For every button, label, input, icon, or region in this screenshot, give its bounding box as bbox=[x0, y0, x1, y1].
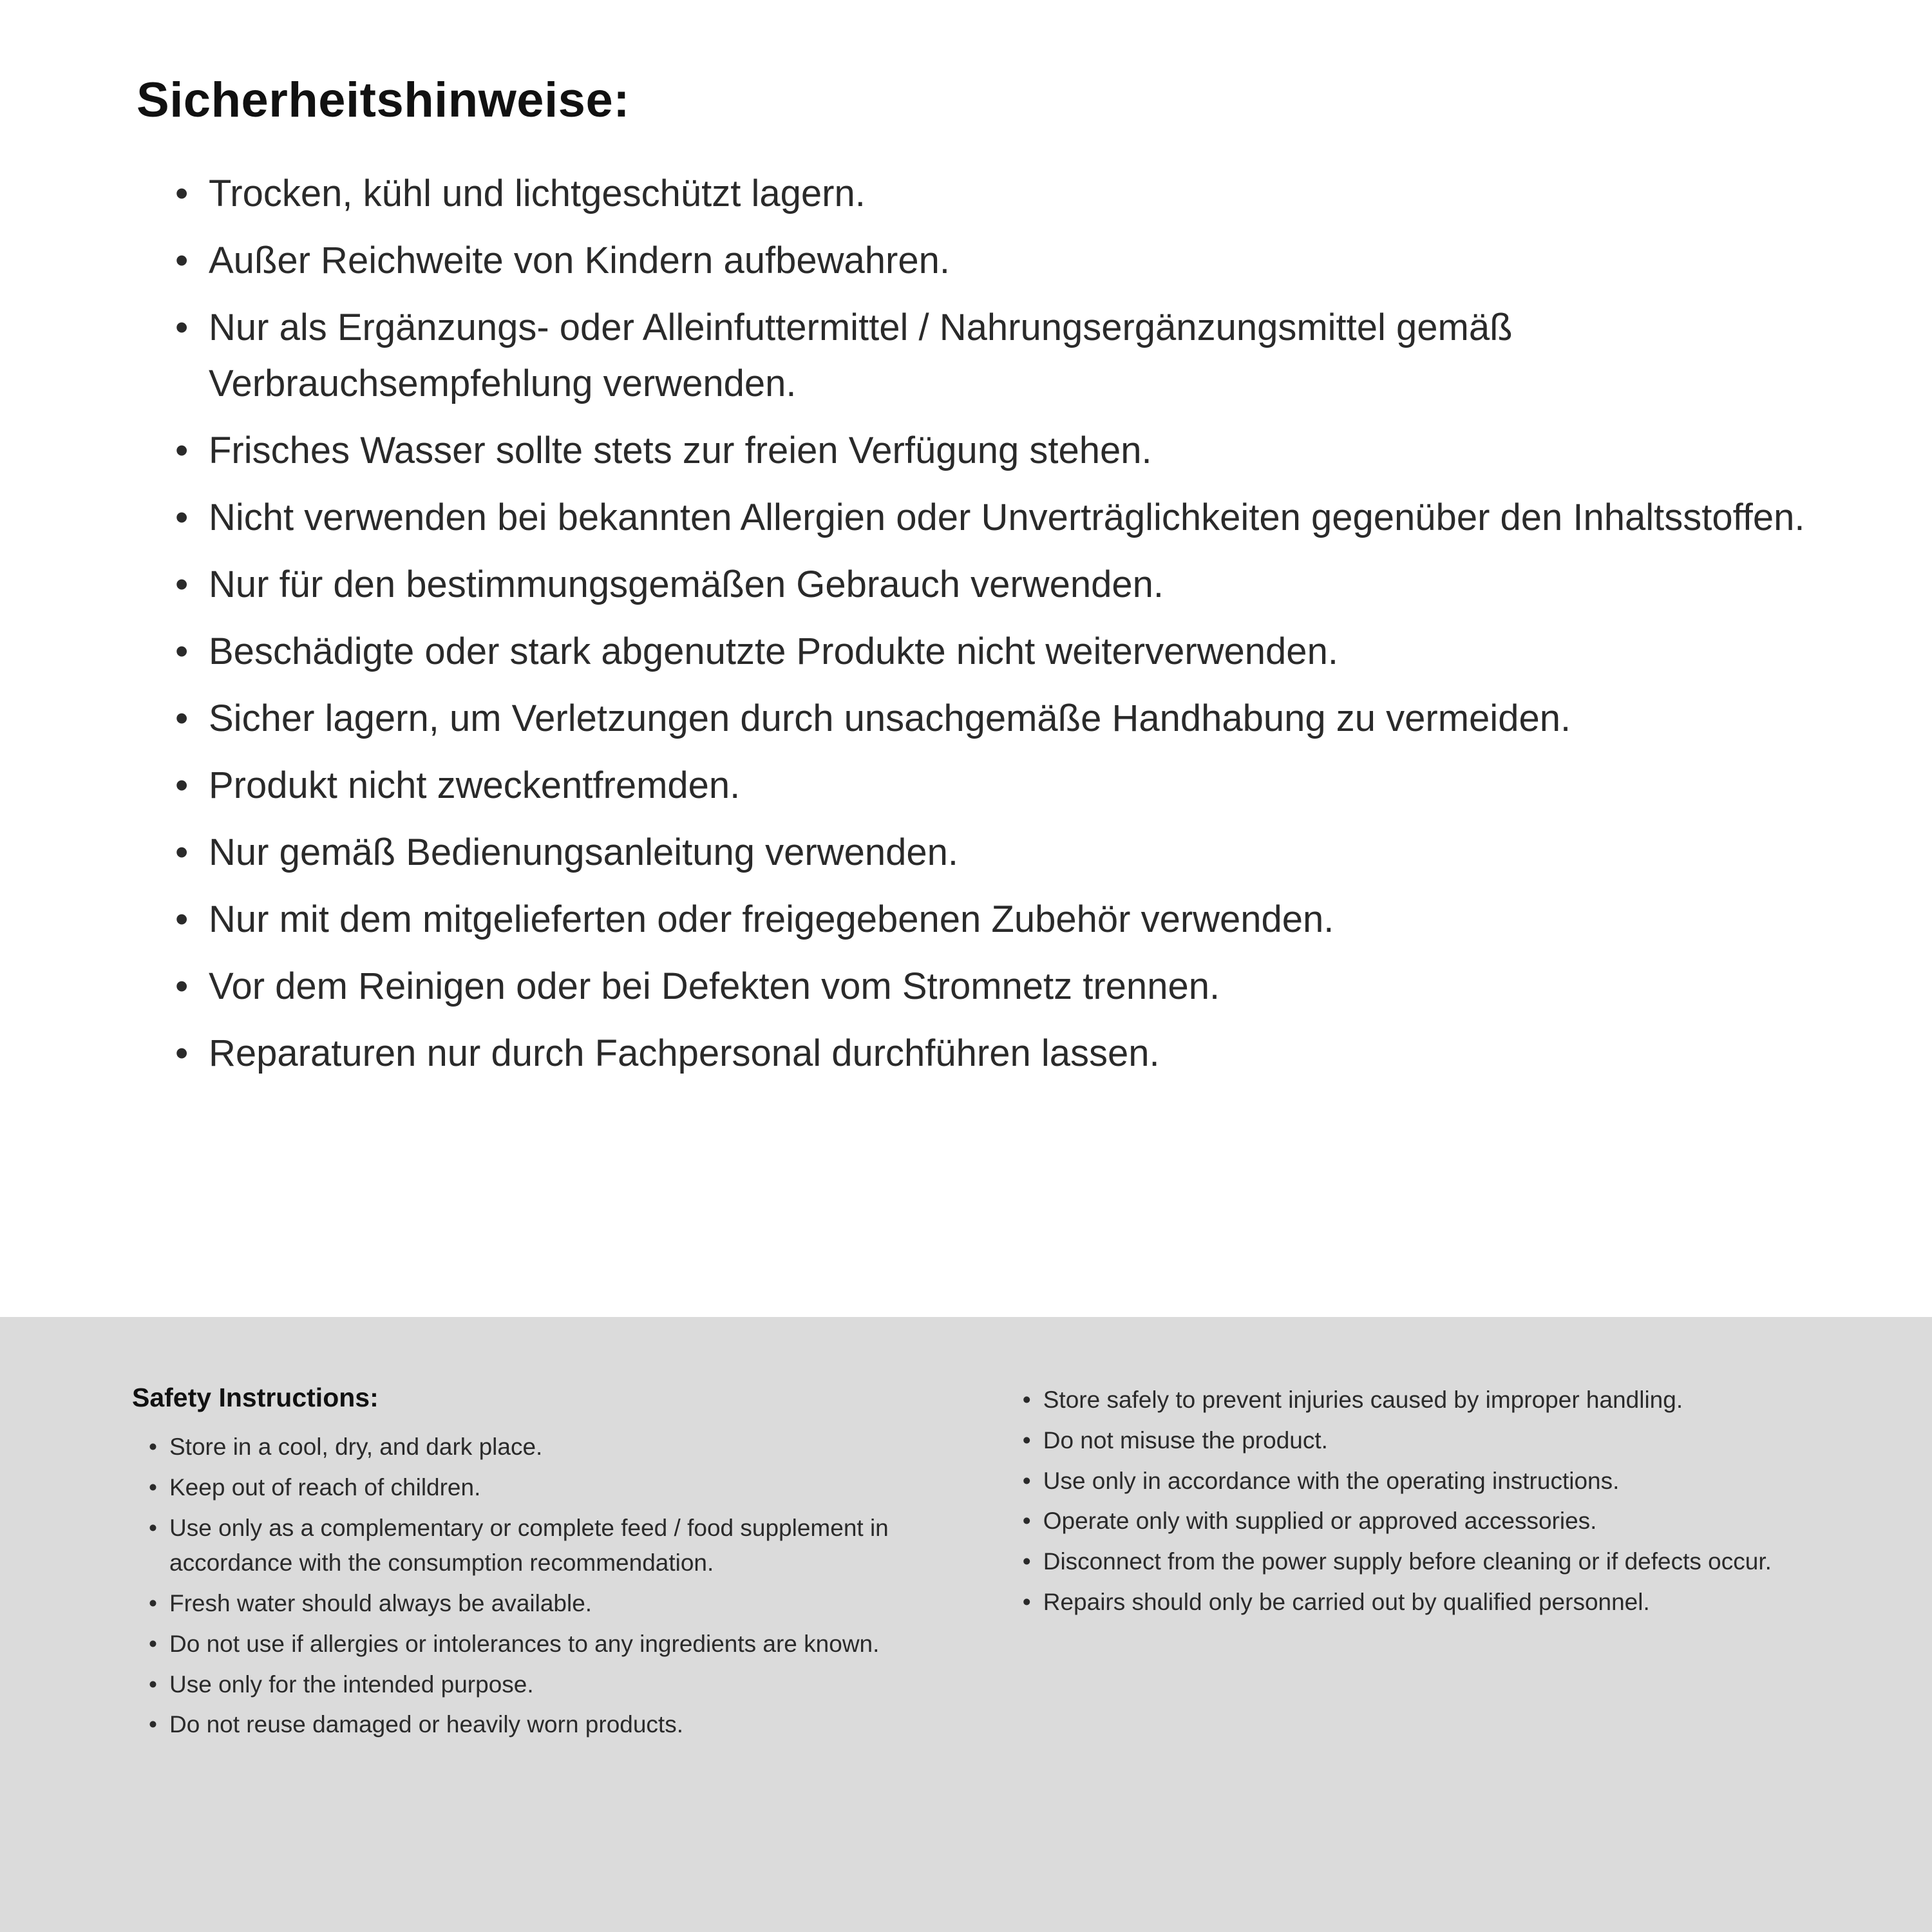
german-safety-item-text: Produkt nicht zweckentfremden. bbox=[209, 764, 741, 806]
german-safety-item-text: Außer Reichweite von Kindern aufbewahren. bbox=[209, 240, 950, 281]
bullet-icon: • bbox=[175, 764, 189, 806]
german-safety-item bbox=[175, 690, 1823, 746]
german-safety-item bbox=[175, 958, 1823, 1014]
english-safety-item bbox=[1023, 1464, 1835, 1499]
bullet-icon: • bbox=[149, 1434, 157, 1460]
german-safety-item bbox=[175, 623, 1823, 679]
english-safety-item bbox=[149, 1470, 978, 1506]
bullet-icon: • bbox=[175, 630, 189, 672]
english-left-column bbox=[132, 1383, 978, 1932]
english-safety-item-text: Do not use if allergies or intolerances to any ingredients are known. bbox=[169, 1630, 880, 1657]
english-safety-item-text: Store safely to prevent injuries caused by improper handling. bbox=[1043, 1387, 1683, 1413]
german-safety-item bbox=[175, 232, 1823, 289]
bullet-icon: • bbox=[175, 697, 189, 739]
german-safety-item-text: Trocken, kühl und lichtgeschützt lagern. bbox=[209, 173, 866, 214]
english-safety-item bbox=[1023, 1585, 1835, 1620]
bullet-icon: • bbox=[1022, 1548, 1031, 1575]
english-safety-item-text: Fresh water should always be available. bbox=[169, 1590, 592, 1616]
german-safety-item bbox=[175, 422, 1823, 478]
english-safety-item bbox=[149, 1511, 978, 1582]
english-safety-item bbox=[149, 1586, 978, 1622]
german-safety-item-text: Beschädigte oder stark abgenutzte Produkte nicht weiterverwenden. bbox=[209, 630, 1338, 672]
german-safety-item bbox=[175, 824, 1823, 880]
english-safety-item-text: Use only for the intended purpose. bbox=[169, 1671, 534, 1698]
bullet-icon: • bbox=[149, 1590, 157, 1616]
german-section-title: Sicherheitshinweise: bbox=[137, 73, 630, 128]
english-safety-item-text: Repairs should only be carried out by qualified personnel. bbox=[1043, 1588, 1650, 1615]
german-safety-item-text: Nur für den bestimmungsgemäßen Gebrauch verwenden. bbox=[209, 564, 1164, 605]
german-safety-list bbox=[137, 166, 1823, 1081]
bullet-icon: • bbox=[175, 240, 189, 281]
english-safety-list-right bbox=[1023, 1383, 1835, 1620]
english-safety-section bbox=[0, 1317, 1932, 1932]
german-safety-item-text: Nur gemäß Bedienungsanleitung verwenden. bbox=[209, 831, 958, 873]
bullet-icon: • bbox=[1022, 1508, 1031, 1535]
bullet-icon: • bbox=[1022, 1426, 1031, 1454]
english-safety-item-text: Do not reuse damaged or heavily worn products. bbox=[169, 1711, 683, 1738]
german-safety-item-text: Sicher lagern, um Verletzungen durch unsachgemäße Handhabung zu vermeiden. bbox=[209, 697, 1571, 739]
bullet-icon: • bbox=[175, 173, 189, 214]
english-safety-item bbox=[149, 1707, 978, 1743]
bullet-icon: • bbox=[1022, 1467, 1031, 1494]
english-safety-item-text: Operate only with supplied or approved accessories. bbox=[1043, 1508, 1597, 1535]
english-safety-item bbox=[149, 1667, 978, 1703]
bullet-icon: • bbox=[175, 831, 189, 873]
bullet-icon: • bbox=[149, 1671, 157, 1698]
bullet-icon: • bbox=[149, 1630, 157, 1657]
german-safety-item bbox=[175, 299, 1823, 412]
bullet-icon: • bbox=[149, 1514, 157, 1541]
english-safety-item-text: Keep out of reach of children. bbox=[169, 1473, 481, 1501]
german-safety-item bbox=[175, 166, 1823, 222]
english-safety-item bbox=[1023, 1544, 1835, 1580]
bullet-icon: • bbox=[1022, 1387, 1031, 1413]
english-right-column bbox=[1023, 1383, 1835, 1932]
german-safety-item-text: Nur mit dem mitgelieferten oder freigegebenen Zubehör verwenden. bbox=[209, 898, 1334, 940]
german-safety-item bbox=[175, 891, 1823, 947]
bullet-icon: • bbox=[175, 497, 189, 538]
bullet-icon: • bbox=[175, 1032, 189, 1074]
english-safety-item-text: Do not misuse the product. bbox=[1043, 1426, 1328, 1454]
german-safety-item-text: Frisches Wasser sollte stets zur freien Verfügung stehen. bbox=[209, 430, 1152, 471]
german-safety-item bbox=[175, 556, 1823, 612]
english-safety-item bbox=[149, 1627, 978, 1662]
english-safety-item bbox=[1023, 1383, 1835, 1418]
bullet-icon: • bbox=[175, 307, 189, 348]
german-safety-item bbox=[175, 489, 1823, 545]
english-safety-item-text: Disconnect from the power supply before cleaning or if defects occur. bbox=[1043, 1548, 1772, 1575]
german-safety-item-text: Reparaturen nur durch Fachpersonal durchführen lassen. bbox=[209, 1032, 1160, 1074]
english-safety-item bbox=[1023, 1423, 1835, 1459]
bullet-icon: • bbox=[175, 965, 189, 1007]
german-safety-item-text: Vor dem Reinigen oder bei Defekten vom Stromnetz trennen. bbox=[209, 965, 1220, 1007]
bullet-icon: • bbox=[149, 1711, 157, 1738]
english-safety-item bbox=[149, 1430, 978, 1465]
english-safety-item-text: Use only as a complementary or complete feed / food supplement in accordance with the consumption recommendation. bbox=[169, 1514, 889, 1577]
english-safety-item-text: Store in a cool, dry, and dark place. bbox=[169, 1434, 543, 1460]
bullet-icon: • bbox=[175, 564, 189, 605]
german-safety-item bbox=[175, 1025, 1823, 1081]
german-safety-item bbox=[175, 757, 1823, 813]
english-safety-item bbox=[1023, 1504, 1835, 1539]
german-safety-item-text: Nur als Ergänzungs- oder Alleinfuttermittel / Nahrungsergänzungsmittel gemäß Verbrauchsempfehlung verwenden. bbox=[209, 307, 1513, 404]
bullet-icon: • bbox=[149, 1473, 157, 1501]
bullet-icon: • bbox=[175, 430, 189, 471]
bullet-icon: • bbox=[175, 898, 189, 940]
german-safety-item-text: Nicht verwenden bei bekannten Allergien oder Unverträglichkeiten gegenüber den Inhaltsstoffen. bbox=[209, 497, 1805, 538]
bullet-icon: • bbox=[1022, 1588, 1031, 1615]
english-section-title: Safety Instructions: bbox=[132, 1383, 379, 1412]
english-safety-item-text: Use only in accordance with the operating instructions. bbox=[1043, 1467, 1620, 1494]
english-safety-list-left bbox=[132, 1430, 978, 1743]
